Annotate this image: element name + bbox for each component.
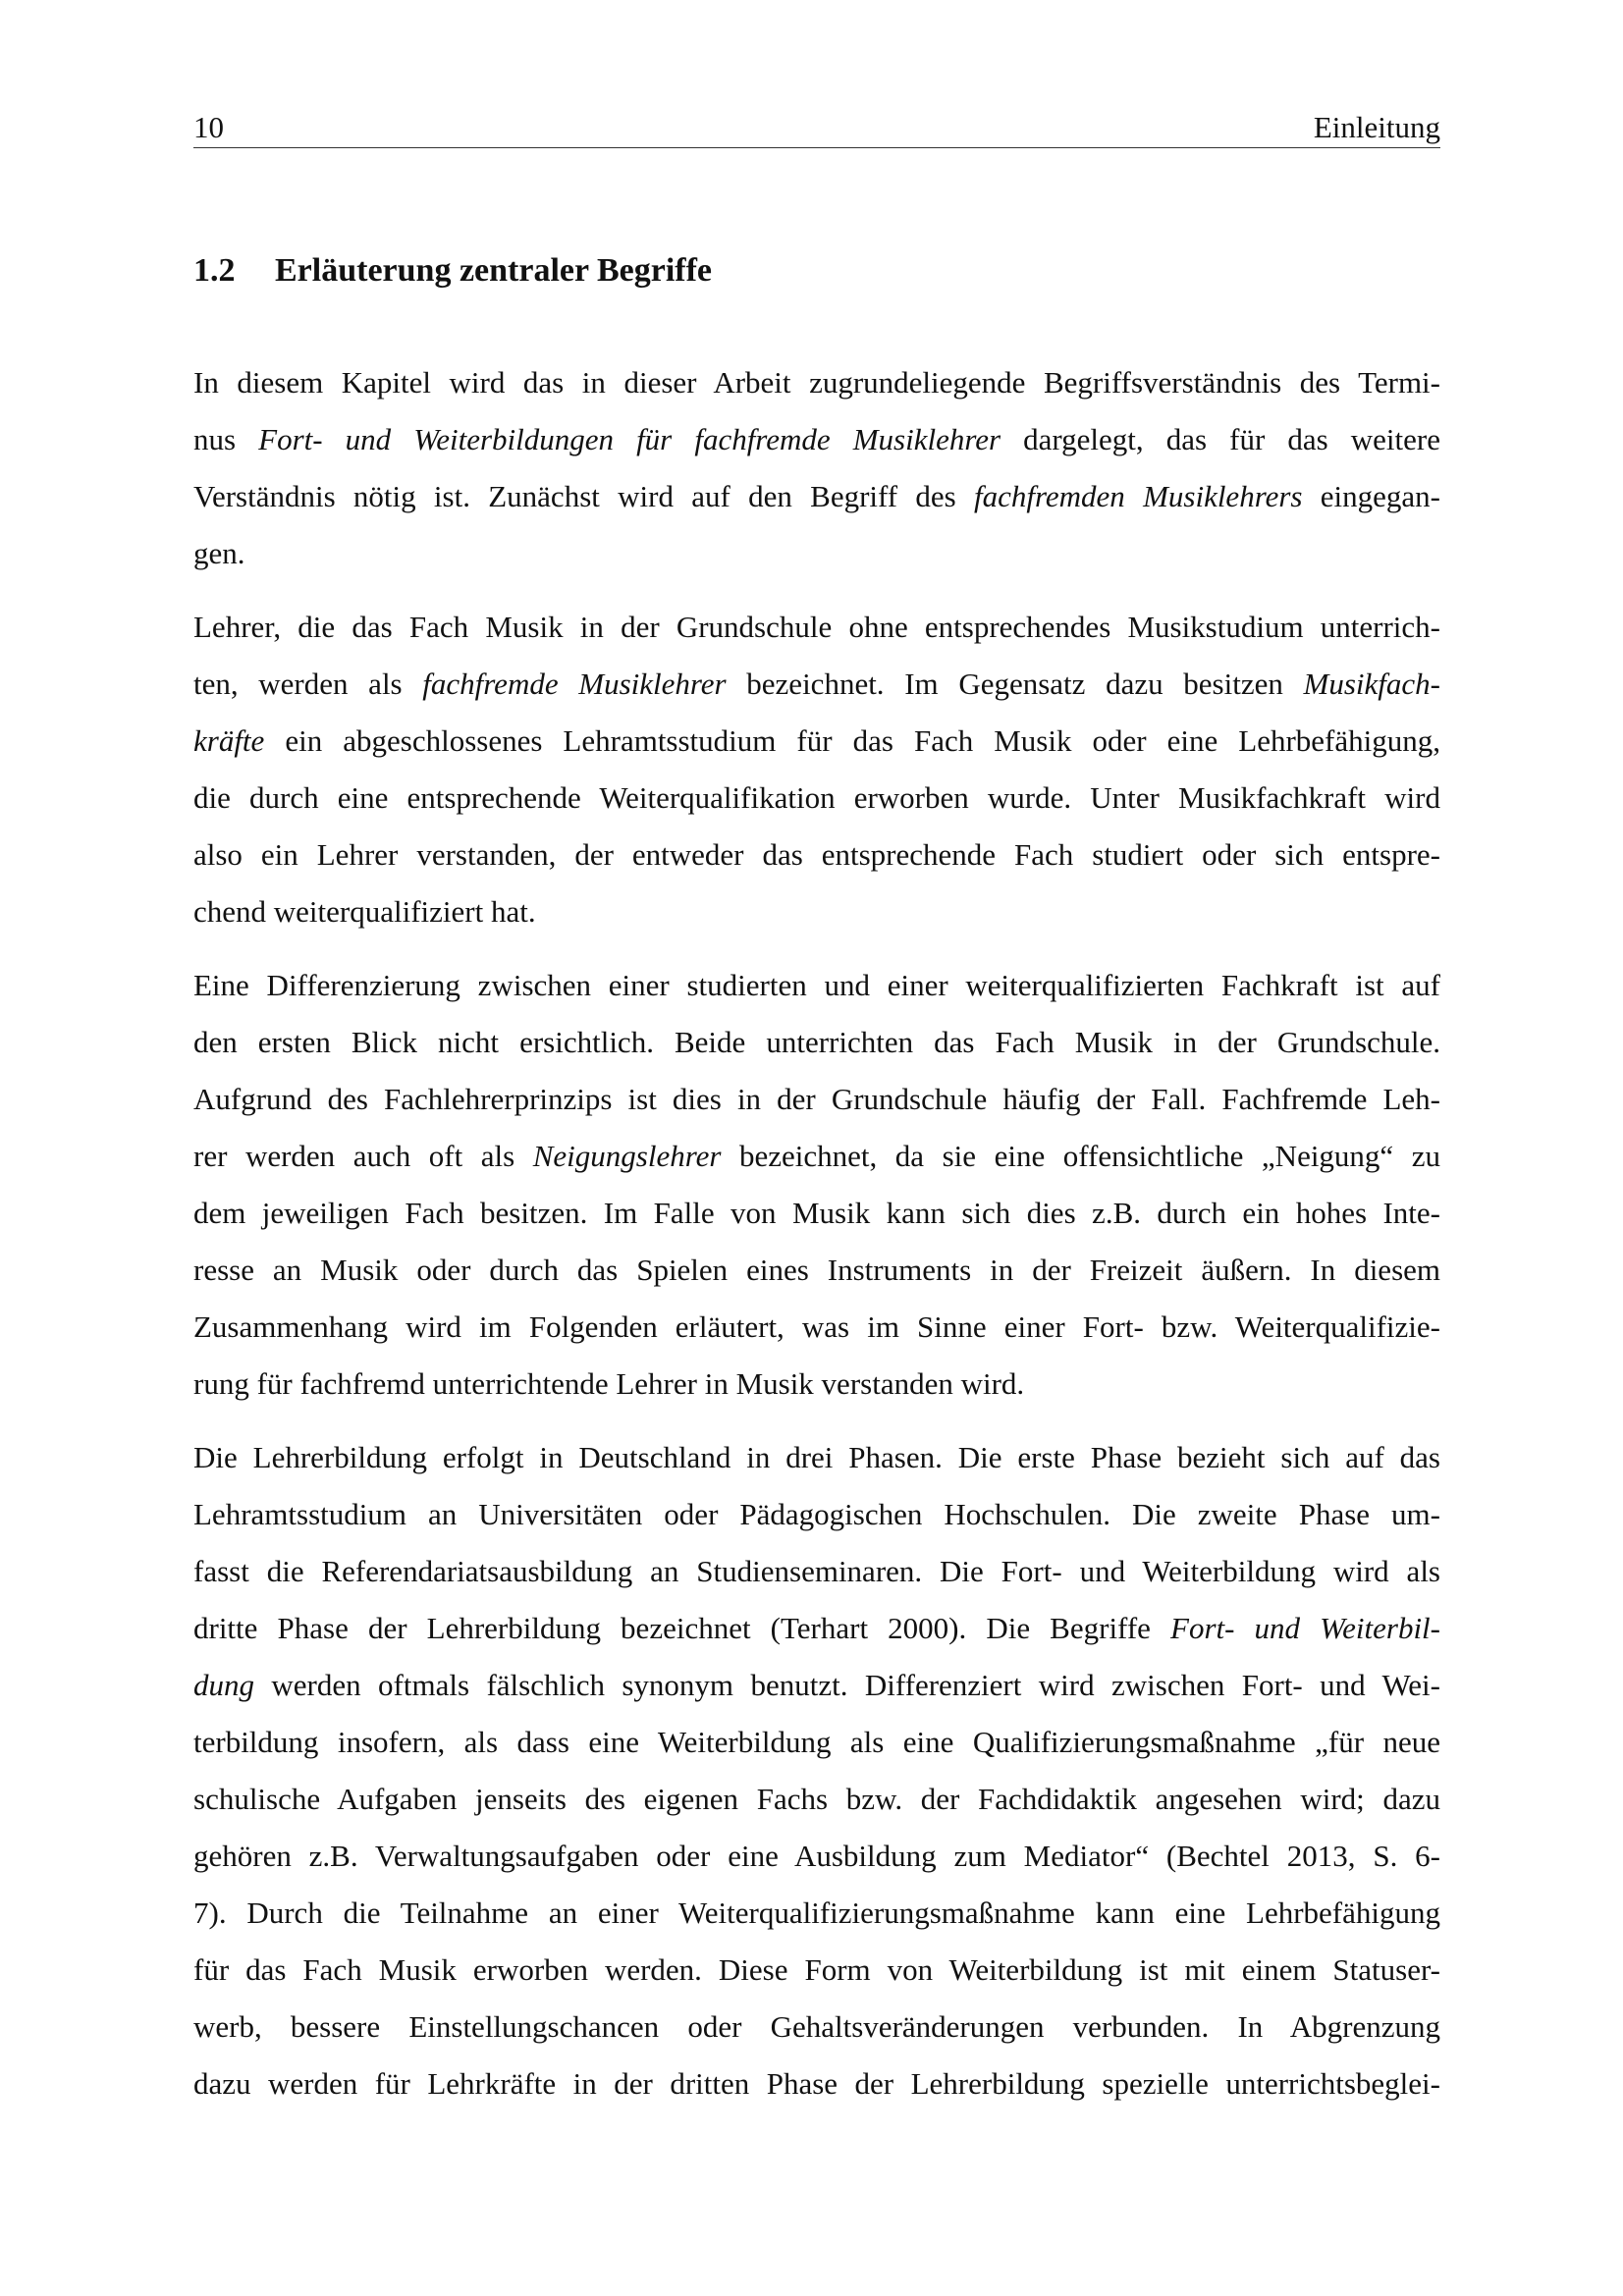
italic-term: Fort- und Weiterbildungen für fachfremde Musiklehrer bbox=[258, 422, 1001, 456]
text-line bbox=[193, 1771, 1440, 1828]
text-segment: bezeichnet, da sie eine offensichtliche „Neigung“ zu bbox=[721, 1139, 1440, 1173]
text-segment: fasst die Referendariatsausbildung an Studienseminaren. Die Fort- und Weiterbildung wird als bbox=[193, 1554, 1440, 1588]
section-heading bbox=[193, 248, 1440, 294]
text-line bbox=[193, 1657, 1440, 1714]
text-segment: dem jeweiligen Fach besitzen. Im Falle von Musik kann sich dies z.B. durch ein hohes Inte- bbox=[193, 1196, 1440, 1230]
paragraph bbox=[193, 354, 1440, 582]
italic-term: fachfremden Musiklehrers bbox=[973, 479, 1303, 513]
text-segment: werb, bessere Einstellungschancen oder Gehaltsveränderungen verbunden. In Abgrenzung bbox=[193, 2009, 1440, 2044]
text-segment: Verständnis nötig ist. Zunächst wird auf den Begriff des bbox=[193, 479, 974, 513]
text-segment: dargelegt, das für das weitere bbox=[1001, 422, 1440, 456]
section-title: Erläuterung zentraler Begriffe bbox=[275, 252, 713, 289]
paragraph bbox=[193, 957, 1440, 1413]
text-line bbox=[193, 2056, 1440, 2112]
text-line bbox=[193, 1486, 1440, 1543]
text-segment: 7). Durch die Teilnahme an einer Weiterqualifizierungsmaßnahme kann eine Lehrbefähigung bbox=[193, 1896, 1440, 1930]
text-line bbox=[193, 599, 1440, 656]
text-segment: für das Fach Musik erworben werden. Diese Form von Weiterbildung ist mit einem Statuser- bbox=[193, 1952, 1440, 1987]
text-segment: ein abgeschlossenes Lehramtsstudium für das Fach Musik oder eine Lehrbefähigung, bbox=[264, 723, 1440, 758]
text-segment: Die Lehrerbildung erfolgt in Deutschland in drei Phasen. Die erste Phase bezieht sich auf das bbox=[193, 1440, 1440, 1474]
text-line bbox=[193, 1185, 1440, 1242]
body-text bbox=[193, 354, 1440, 2129]
text-line bbox=[193, 1299, 1440, 1356]
text-segment: Zusammenhang wird im Folgenden erläutert, was im Sinne einer Fort- bzw. Weiterqualifizie- bbox=[193, 1309, 1440, 1344]
running-title: Einleitung bbox=[1313, 110, 1440, 144]
text-segment: bezeichnet. Im Gegensatz dazu besitzen bbox=[726, 667, 1304, 701]
text-segment: dritte Phase der Lehrerbildung bezeichnet (Terhart 2000). Die Begriffe bbox=[193, 1611, 1171, 1645]
text-segment: eingegan- bbox=[1302, 479, 1440, 513]
text-segment: gen. bbox=[193, 536, 245, 570]
text-line bbox=[193, 1543, 1440, 1600]
italic-term: dung bbox=[193, 1668, 254, 1702]
text-segment: gehören z.B. Verwaltungsaufgaben oder eine Ausbildung zum Mediator“ (Bechtel 2013, S. 6- bbox=[193, 1839, 1440, 1873]
italic-term: Neigungslehrer bbox=[532, 1139, 722, 1173]
text-line bbox=[193, 827, 1440, 883]
text-line bbox=[193, 1828, 1440, 1885]
text-line bbox=[193, 770, 1440, 827]
text-segment: terbildung insofern, als dass eine Weiterbildung als eine Qualifizierungsmaßnahme „für neue bbox=[193, 1725, 1440, 1759]
text-line bbox=[193, 957, 1440, 1014]
page-header bbox=[193, 108, 1440, 148]
text-line bbox=[193, 1600, 1440, 1657]
text-line bbox=[193, 1356, 1440, 1413]
text-segment: Lehrer, die das Fach Musik in der Grundschule ohne entsprechendes Musikstudium unterrich- bbox=[193, 610, 1440, 644]
text-line bbox=[193, 525, 1440, 582]
text-segment: nus bbox=[193, 422, 259, 456]
text-segment: Eine Differenzierung zwischen einer studierten und einer weiterqualifizierten Fachkraft ist auf bbox=[193, 968, 1440, 1002]
text-segment: In diesem Kapitel wird das in dieser Arbeit zugrundeliegende Begriffsverständnis des Termi- bbox=[193, 365, 1440, 400]
text-segment: Aufgrund des Fachlehrerprinzips ist dies in der Grundschule häufig der Fall. Fachfremde Leh- bbox=[193, 1082, 1440, 1116]
text-segment: werden oftmals fälschlich synonym benutzt. Differenziert wird zwischen Fort- und Wei- bbox=[254, 1668, 1440, 1702]
text-line bbox=[193, 1429, 1440, 1486]
text-line bbox=[193, 411, 1440, 468]
section-number: 1.2 bbox=[193, 252, 236, 289]
italic-term: fachfremde Musiklehrer bbox=[422, 667, 727, 701]
text-line bbox=[193, 468, 1440, 525]
text-line bbox=[193, 1999, 1440, 2056]
text-segment: den ersten Blick nicht ersichtlich. Beide unterrichten das Fach Musik in der Grundschule. bbox=[193, 1025, 1440, 1059]
text-line bbox=[193, 1885, 1440, 1942]
italic-term: Musikfach- bbox=[1303, 667, 1440, 701]
text-segment: die durch eine entsprechende Weiterqualifikation erworben wurde. Unter Musikfachkraft wird bbox=[193, 780, 1440, 815]
text-line bbox=[193, 1071, 1440, 1128]
text-line bbox=[193, 1242, 1440, 1299]
text-line bbox=[193, 883, 1440, 940]
text-line bbox=[193, 1942, 1440, 1999]
text-segment: dazu werden für Lehrkräfte in der dritten Phase der Lehrerbildung spezielle unterrichtsbeglei- bbox=[193, 2066, 1440, 2101]
text-segment: Lehramtsstudium an Universitäten oder Pädagogischen Hochschulen. Die zweite Phase um- bbox=[193, 1497, 1440, 1531]
text-line bbox=[193, 1014, 1440, 1071]
text-line bbox=[193, 713, 1440, 770]
text-segment: ten, werden als bbox=[193, 667, 423, 701]
paragraph bbox=[193, 599, 1440, 940]
text-line bbox=[193, 656, 1440, 713]
text-segment: also ein Lehrer verstanden, der entweder das entsprechende Fach studiert oder sich entspre- bbox=[193, 837, 1440, 872]
italic-term: kräfte bbox=[193, 723, 265, 758]
text-line bbox=[193, 1714, 1440, 1771]
text-segment: resse an Musik oder durch das Spielen eines Instruments in der Freizeit äußern. In diesem bbox=[193, 1253, 1440, 1287]
paragraph bbox=[193, 1429, 1440, 2112]
text-line bbox=[193, 1128, 1440, 1185]
text-segment: rung für fachfremd unterrichtende Lehrer in Musik verstanden wird. bbox=[193, 1366, 1025, 1401]
text-segment: schulische Aufgaben jenseits des eigenen Fachs bzw. der Fachdidaktik angesehen wird; dazu bbox=[193, 1782, 1440, 1816]
italic-term: Fort- und Weiterbil- bbox=[1170, 1611, 1440, 1645]
text-line bbox=[193, 354, 1440, 411]
text-segment: chend weiterqualifiziert hat. bbox=[193, 894, 536, 929]
text-segment: rer werden auch oft als bbox=[193, 1139, 533, 1173]
page-number: 10 bbox=[193, 110, 224, 144]
